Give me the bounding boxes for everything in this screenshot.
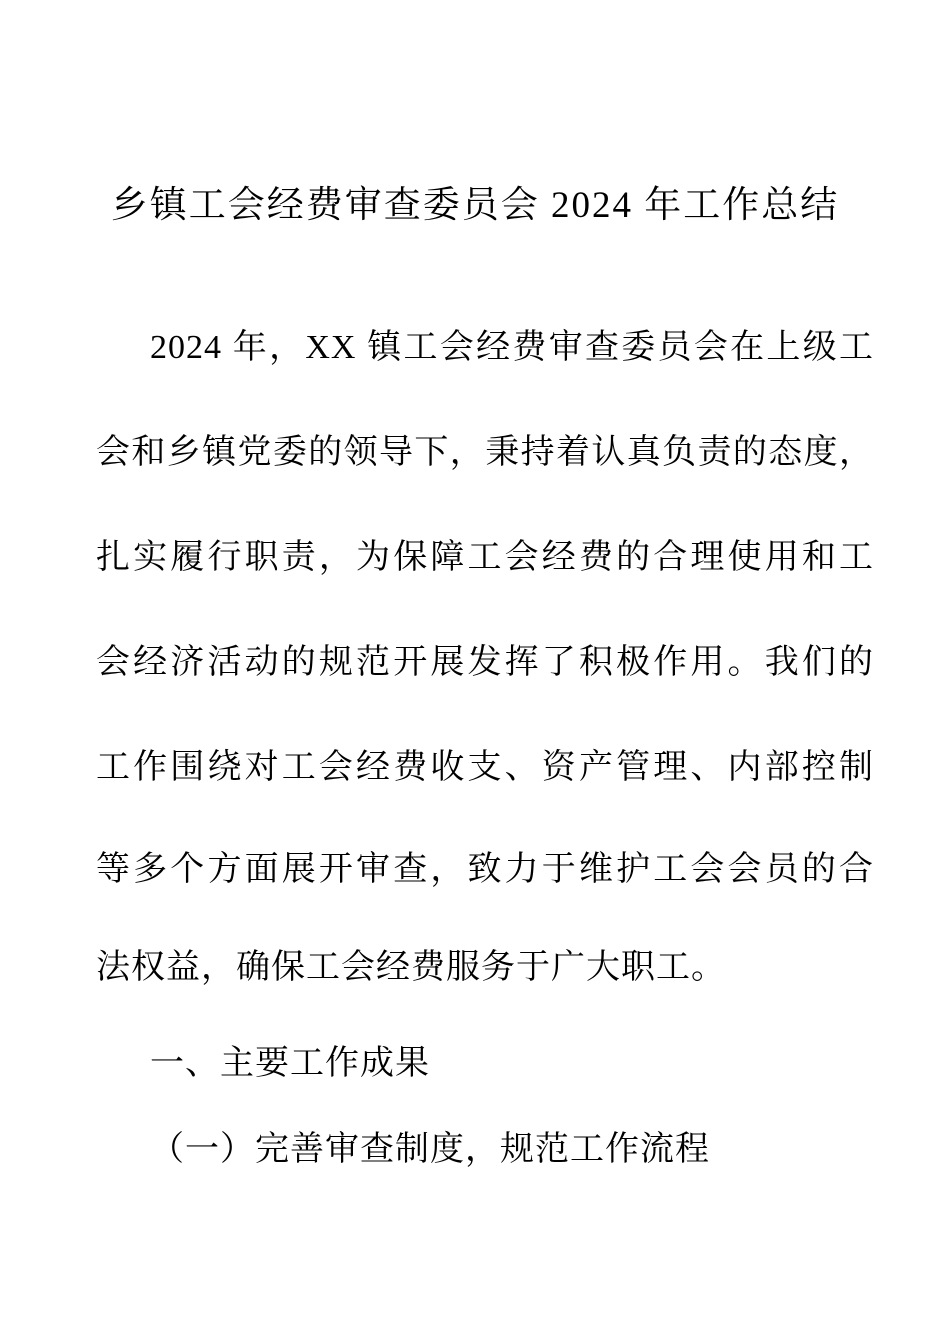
paragraph-line: 扎实履行职责，为保障工会经费的合理使用和工 — [96, 539, 874, 576]
paragraph-line: 法权益，确保工会经费服务于广大职工。 — [96, 949, 726, 986]
subsection-heading: （一）完善审查制度，规范工作流程 — [150, 1131, 710, 1168]
paragraph-line: 2024 年，XX 镇工会经费审查委员会在上级工 — [150, 329, 874, 366]
section-heading: 一、主要工作成果 — [150, 1045, 430, 1082]
paragraph-line: 会经济活动的规范开展发挥了积极作用。我们的 — [96, 644, 874, 681]
paragraph-line: 会和乡镇党委的领导下，秉持着认真负责的态度， — [96, 434, 874, 471]
paragraph-line: 等多个方面展开审查，致力于维护工会会员的合 — [96, 851, 874, 888]
paragraph-line: 工作围绕对工会经费收支、资产管理、内部控制 — [96, 749, 874, 786]
document-title: 乡镇工会经费审查委员会 2024 年工作总结 — [110, 185, 840, 226]
